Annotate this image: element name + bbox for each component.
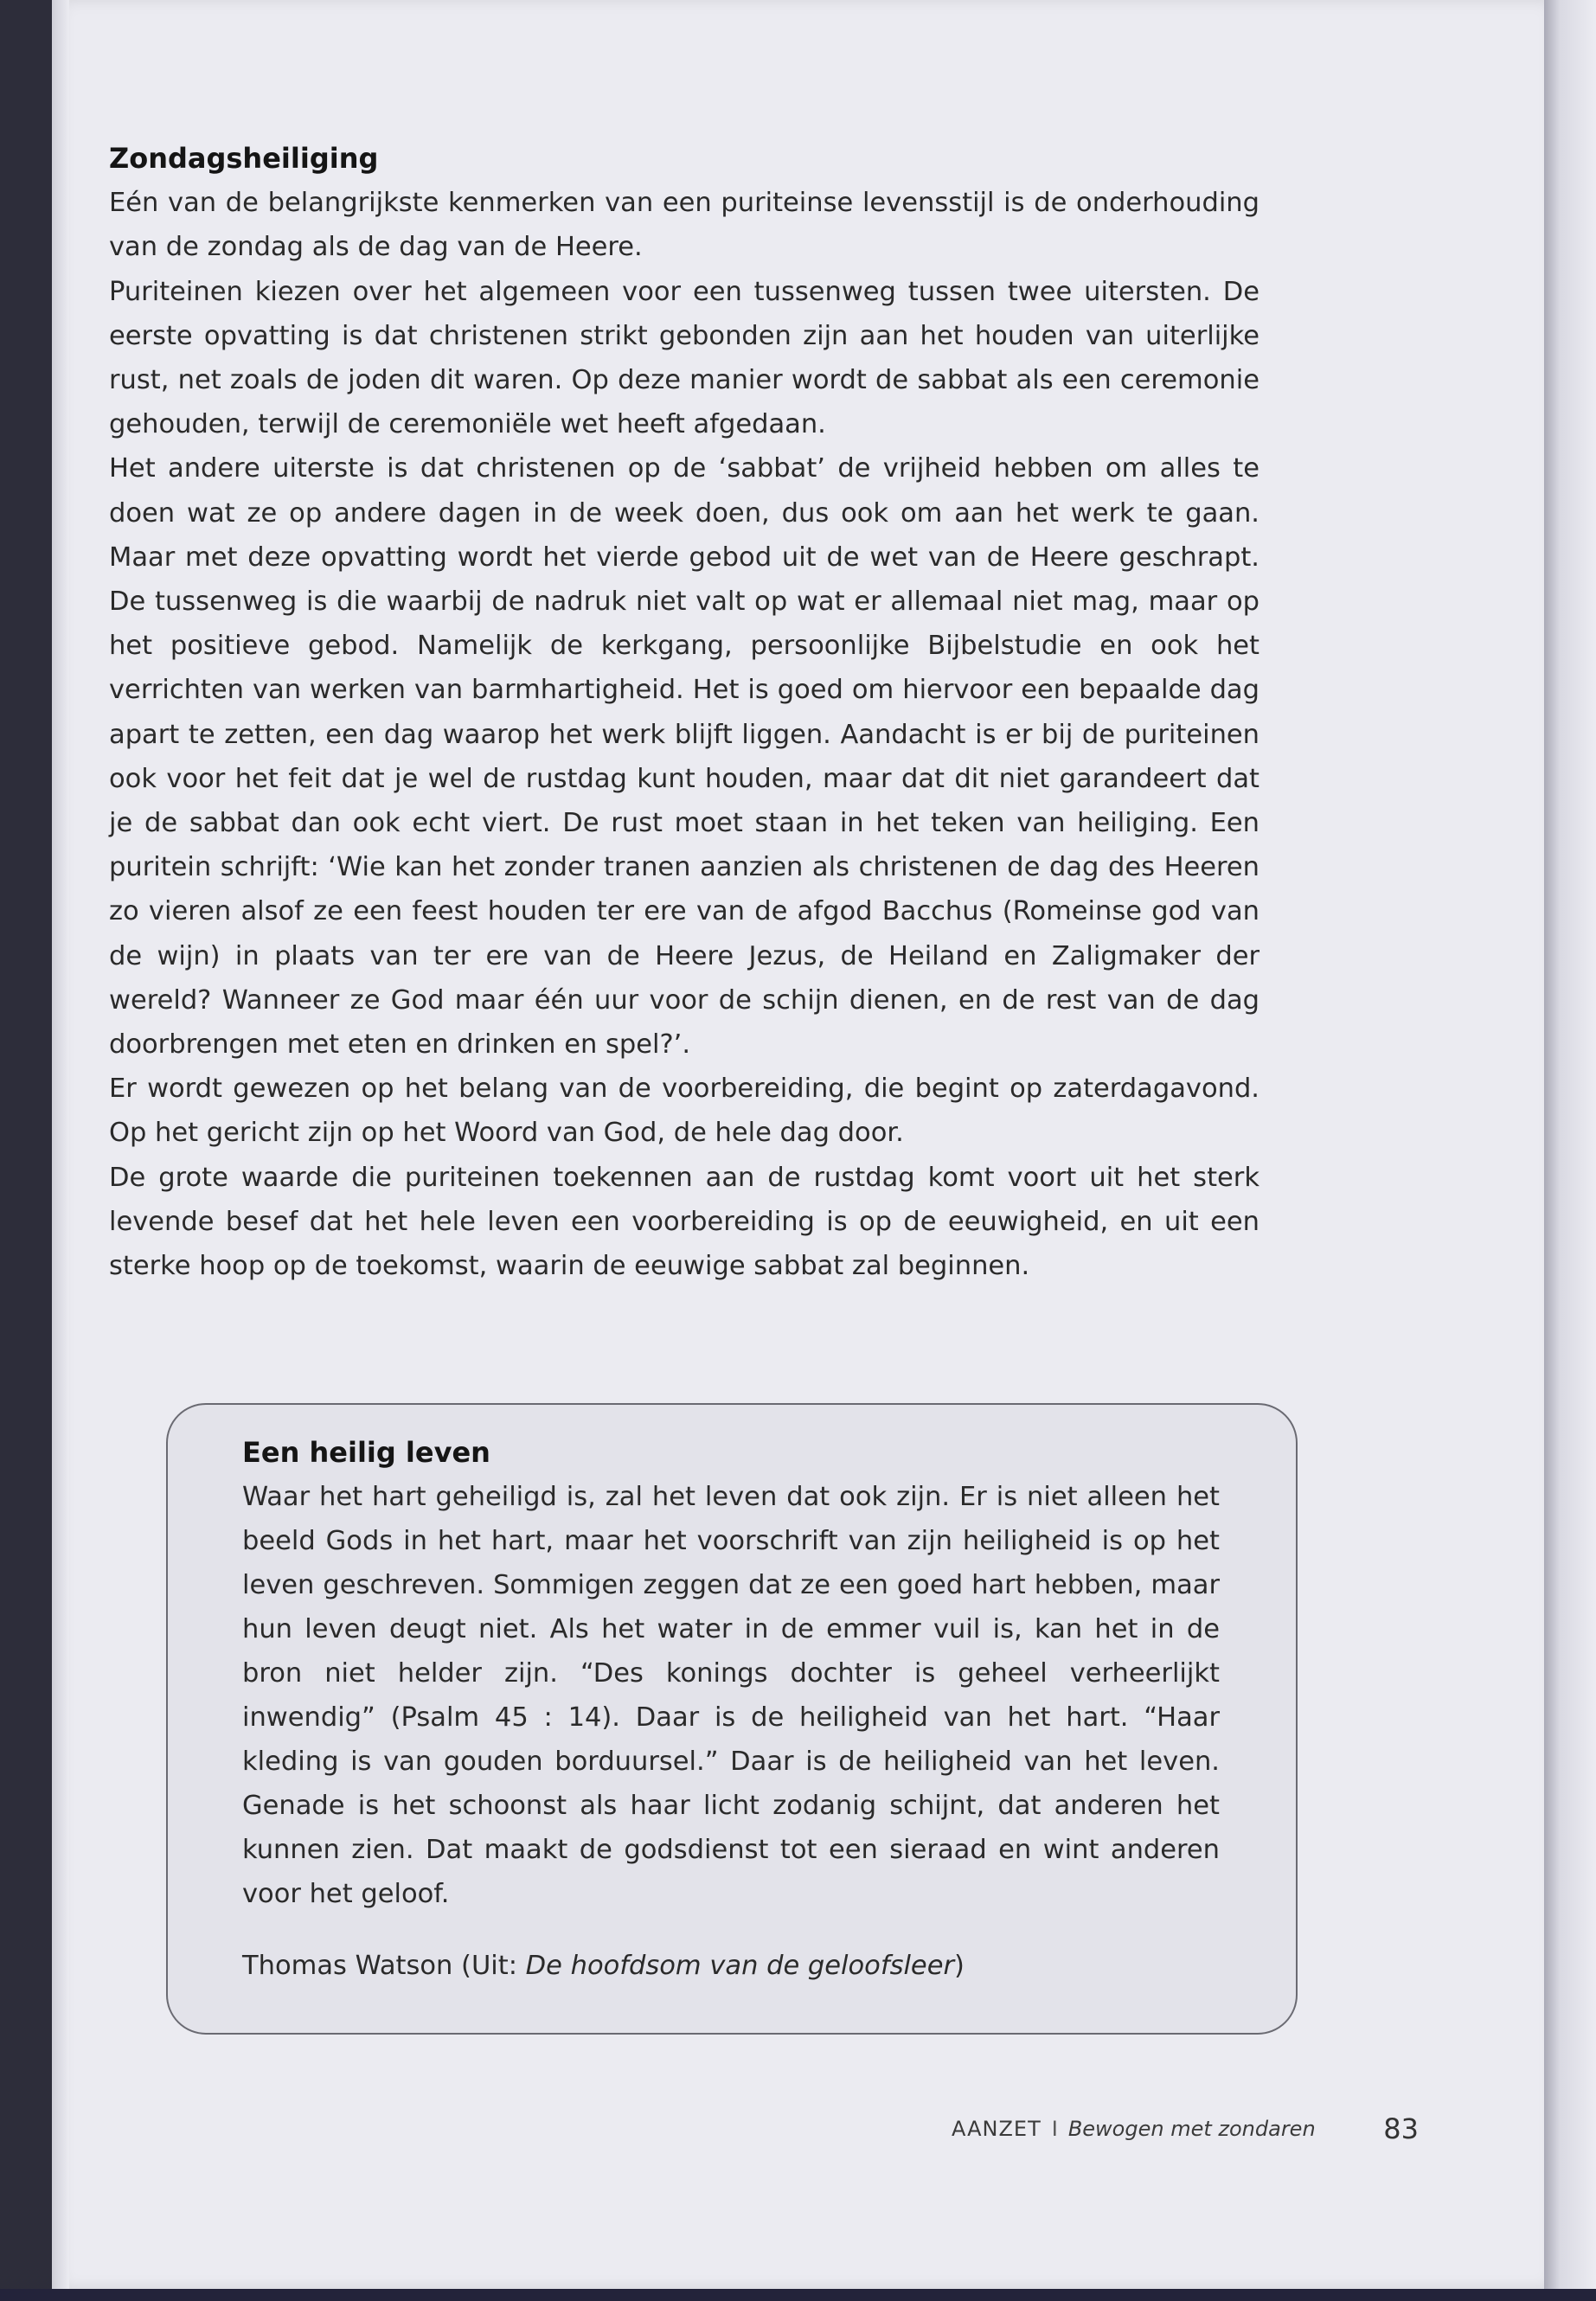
quote-box-content: [242, 1431, 1220, 1988]
footer-separator: I: [1051, 2117, 1058, 2141]
page-number: 83: [1383, 2112, 1419, 2145]
quote-attribution: [242, 1944, 1220, 1988]
journal-name: AANZET: [952, 2117, 1042, 2141]
paragraph: Eén van de belangrijkste kenmerken van een puriteinse levensstijl is de onderhouding van de zondag als de dag van de Heere.: [109, 188, 1259, 263]
book-cover-edge: [0, 2289, 1596, 2301]
quote-text: Waar het hart geheiligd is, zal het leven dat ook zijn. Er is niet alleen het beeld Gods in het hart, maar het voorschrift van zijn heiligheid is op het leven geschreven. Sommigen zeggen dat ze een goed hart hebben, maar hun leven deugt niet. Als het water in de emmer vuil is, kan het in de bron niet helder zijn. “Des konings dochter is geheel verheerlijkt inwendig” (Psalm 45 : 14). Daar is de heiligheid van het hart. “Haar kleding is van gouden borduursel.” Daar is de heiligheid van het leven. Genade is het schoonst als haar licht zodanig schijnt, dat anderen het kunnen zien. Dat maakt de godsdienst tot een sieraad en wint anderen voor het geloof.: [242, 1482, 1220, 1909]
paragraph: Het andere uiterste is dat christenen op de ‘sabbat’ de vrijheid hebben om alles te doen wat ze op andere dagen in de week doen, dus ook om aan het werk te gaan. Maar met deze opvatting wordt het vierde gebod uit de wet van de Heere geschrapt. De tussenweg is die waarbij de nadruk niet valt op wat er allemaal niet mag, maar op het positieve gebod. Namelijk de kerkgang, persoonlijke Bijbelstudie en ook het verrichten van werken van barmhartigheid. Het is goed om hiervoor een bepaalde dag apart te zetten, een dag waarop het werk blijft liggen. Aandacht is er bij de puriteinen ook voor het feit dat je wel de rustdag kunt houden, maar dat dit niet garandeert dat je de sabbat dan ook echt viert. De rust moet staan in het teken van heiliging. Een puritein schrijft: ‘Wie kan het zonder tranen aanzien als christenen de dag des Heeren zo vieren alsof ze een feest houden ter ere van de afgod Bacchus (Romeinse god van de wijn) in plaats van ter ere van de Heere Jezus, de Heiland en Zaligmaker der wereld? Wanneer ze God maar één uur voor de schijn dienen, en de rest van de dag doorbrengen met eten en drinken en spel?’.: [109, 453, 1259, 1061]
attribution-book-title: De hoofdsom van de geloofsleer: [525, 1951, 954, 1981]
quote-box-title: Een heilig leven: [242, 1436, 490, 1469]
quote-box: [166, 1403, 1298, 2035]
paragraph: Er wordt gewezen op het belang van de voorbereiding, die begint op zaterdagavond. Op het gericht zijn op het Woord van God, de hele dag door.: [109, 1074, 1259, 1149]
article-section: [109, 137, 1259, 1288]
page-gutter-shadow: [52, 0, 69, 2289]
paragraph: Puriteinen kiezen over het algemeen voor een tussenweg tussen twee uitersten. De eerste opvatting is dat christenen strikt gebonden zijn aan het houden van uiterlijke rust, net zoals de joden dit waren. Op deze manier wordt de sabbat als een ceremonie gehouden, terwijl de ceremoniële wet heeft afgedaan.: [109, 276, 1259, 440]
page-edge: [1544, 0, 1596, 2301]
page-footer: [952, 2107, 1419, 2150]
section-heading: Zondagsheiliging: [109, 142, 379, 175]
attribution-author: Thomas Watson (Uit:: [242, 1951, 526, 1981]
journal-subtitle: Bewogen met zondaren: [1067, 2117, 1316, 2141]
attribution-close: ): [954, 1951, 965, 1981]
paragraph: De grote waarde die puriteinen toekennen aan de rustdag komt voort uit het sterk levende besef dat het hele leven een voorbereiding is op de eeuwigheid, en uit een sterke hoop op de toekomst, waarin de eeuwige sabbat zal beginnen.: [109, 1162, 1259, 1282]
